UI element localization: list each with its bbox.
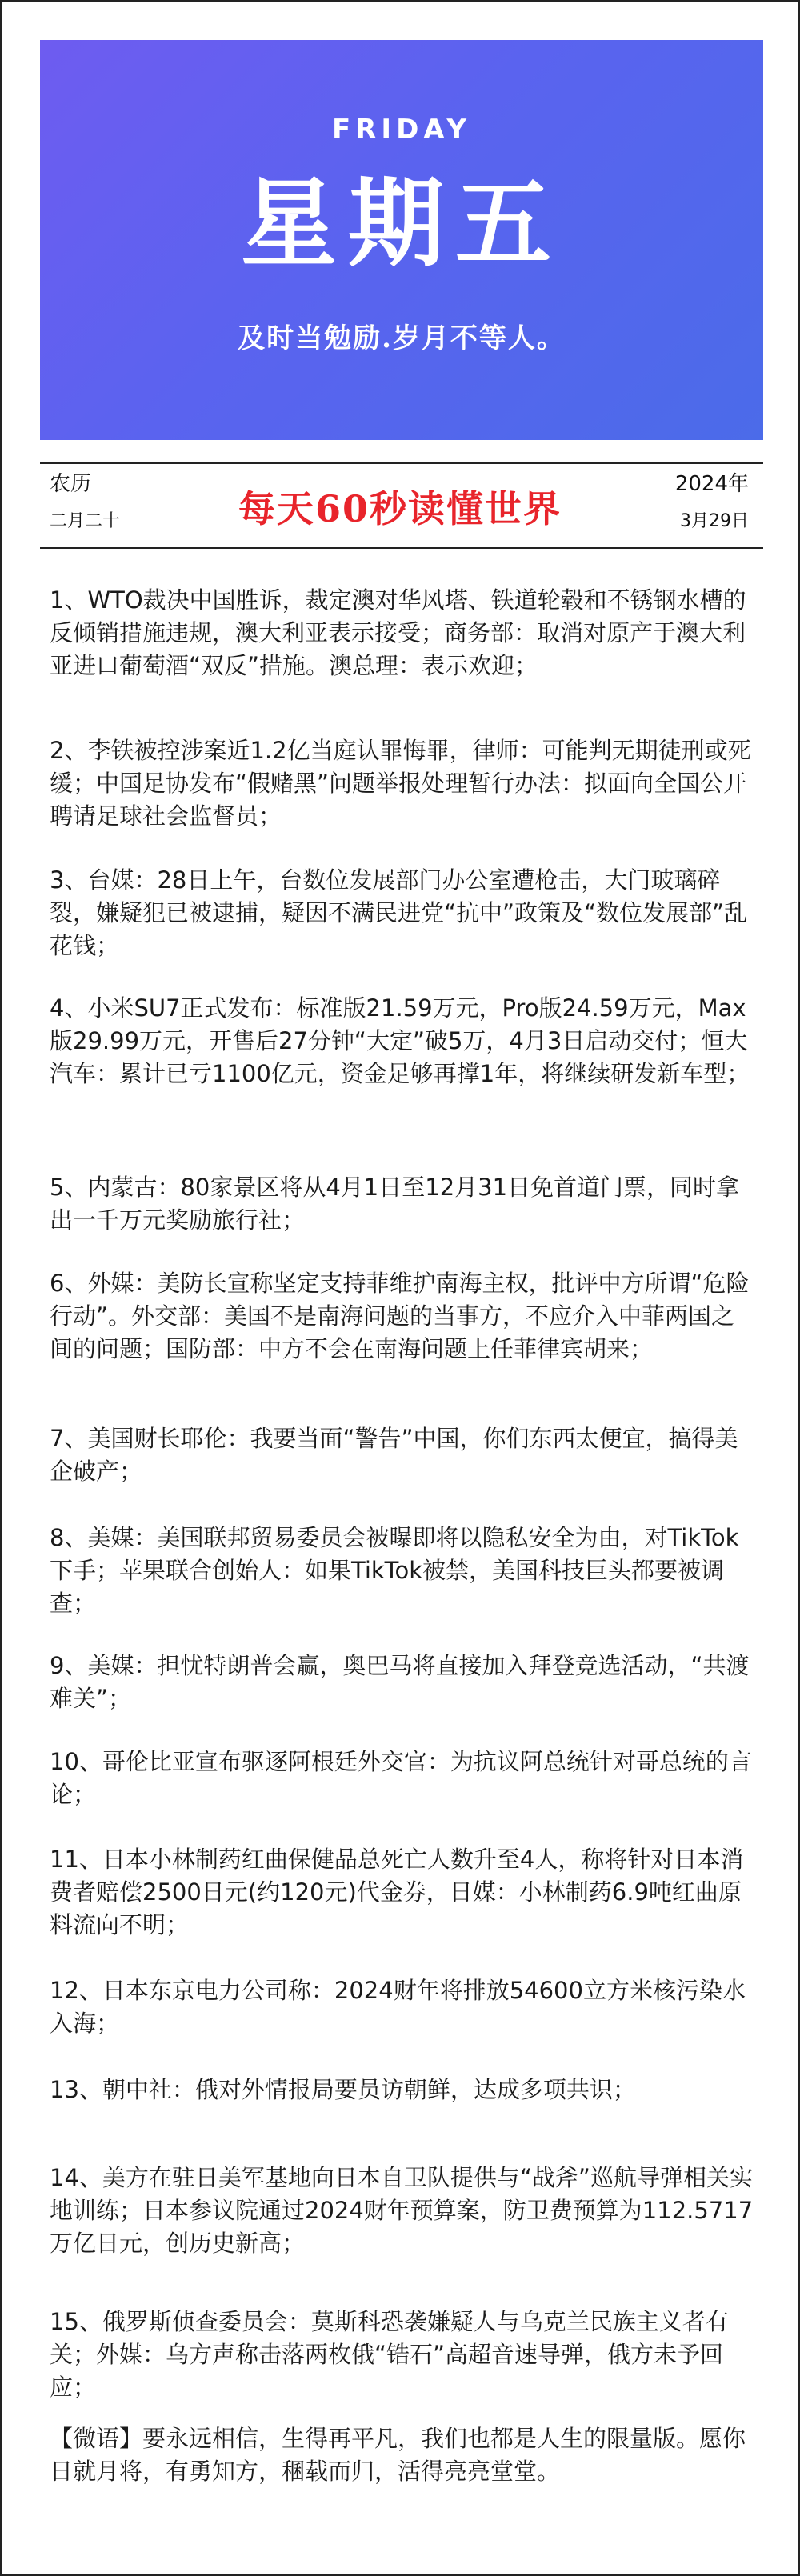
news-item: 14、美方在驻日美军基地向日本自卫队提供与“战斧”巡航导弹相关实地训练；日本参议院通过2024财年预算案，防卫费预算为112.5717万亿日元，创历史新高； (50, 2164, 754, 2257)
news-item: 7、美国财长耶伦：我要当面“警告”中国，你们东西太便宜，搞得美企破产； (50, 1425, 738, 1485)
news-item: 4、小米SU7正式发布：标准版21.59万元，Pro版24.59万元，Max版29.99万元，开售后27分钟“大定”破5万，4月3日启动交付；恒大汽车：累计已亏1100亿元，资金足够再撑1年，将继续研发新车型； (50, 994, 750, 1087)
year-label: 2024年 (674, 472, 749, 496)
news-item: 5、内蒙古：80家景区将从4月1日至12月31日免首道门票，同时拿出一千万元奖励旅行社； (50, 1174, 740, 1234)
page-headline: 每天60秒读懂世界 (238, 487, 562, 530)
news-item: 6、外媒：美防长宣称坚定支持菲维护南海主权，批评中方所谓“危险行动”。外交部：美国不是南海问题的当事方，不应介入中菲两国之间的问题；国防部：中方不会在南海问题上任菲律宾胡来； (50, 1270, 750, 1362)
lunar-date: 二月二十 (50, 511, 121, 531)
divider-bottom (40, 547, 763, 549)
news-item: 8、美媒：美国联邦贸易委员会被曝即将以隐私安全为由，对TikTok下手；苹果联合创始人：如果TikTok被禁，美国科技巨头都要被调查； (50, 1524, 739, 1617)
news-item: 1、WTO裁决中国胜诉，裁定澳对华风塔、铁道轮毂和不锈钢水槽的反倾销措施违规，澳大利亚表示接受；商务部：取消对原产于澳大利亚进口葡萄酒“双反”措施。澳总理：表示欢迎； (50, 586, 746, 679)
lunar-label: 农历 (50, 472, 92, 496)
banner-motto: 及时当勉励.岁月不等人。 (238, 322, 566, 354)
divider-top (40, 462, 763, 464)
news-item: 13、朝中社：俄对外情报局要员访朝鲜，达成多项共识； (50, 2076, 636, 2103)
date-label: 3月29日 (680, 511, 749, 531)
news-item: 12、日本东京电力公司称：2024财年将排放54600立方米核污染水入海； (50, 1977, 746, 2037)
closing-quote: 【微语】要永远相信，生得再平凡，我们也都是人生的限量版。愿你日就月将，有勇知方，稛载而归，活得亮亮堂堂。 (50, 2425, 746, 2485)
news-item: 2、李铁被控涉案近1.2亿当庭认罪悔罪，律师：可能判无期徒刑或死缓；中国足协发布“假赌黑”问题举报处理暂行办法：拟面向全国公开聘请足球社会监督员； (50, 737, 751, 830)
news-item: 9、美媒：担忧特朗普会赢，奥巴马将直接加入拜登竞选活动，“共渡难关”； (50, 1652, 750, 1712)
news-item: 3、台媒：28日上午，台数位发展部门办公室遭枪击，大门玻璃碎裂，嫌疑犯已被逮捕，疑因不满民进党“抗中”政策及“数位发展部”乱花钱； (50, 866, 748, 959)
news-item: 15、俄罗斯侦查委员会：莫斯科恐袭嫌疑人与乌克兰民族主义者有关；外媒：乌方声称击落两枚俄“锆石”高超音速导弹，俄方未予回应； (50, 2308, 729, 2401)
weekday-banner (40, 40, 763, 440)
weekday-english: FRIDAY (332, 114, 471, 146)
news-item: 10、哥伦比亚宣布驱逐阿根廷外交官：为抗议阿总统针对哥总统的言论； (50, 1748, 752, 1808)
news-item: 11、日本小林制药红曲保健品总死亡人数升至4人，称将针对日本消费者赔偿2500日元(约120元)代金券，日媒：小林制药6.9吨红曲原料流向不明； (50, 1846, 744, 1938)
weekday-chinese: 星期五 (241, 167, 562, 280)
